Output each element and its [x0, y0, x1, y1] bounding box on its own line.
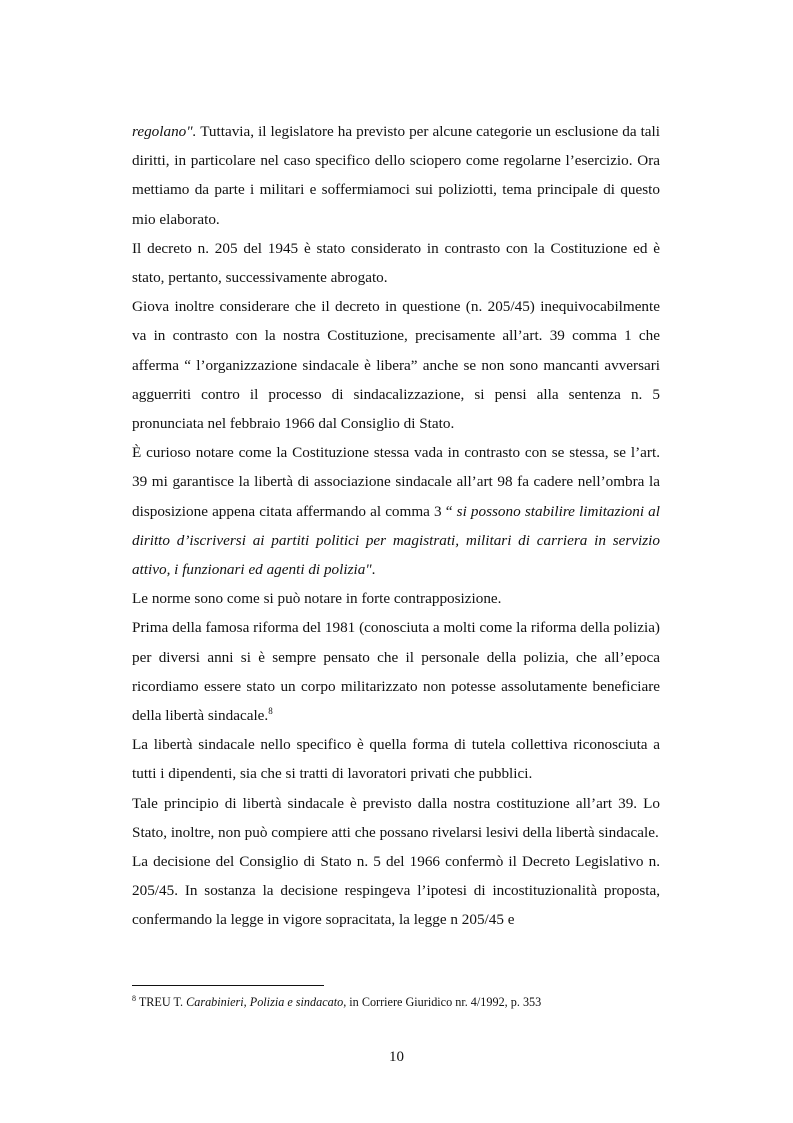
paragraph-2: Il decreto n. 205 del 1945 è stato considerato in contrasto con la Costituzione ed è stato, pertanto, successivamente abrogato.	[132, 239, 660, 287]
paragraph-4-text: È curioso notare come la Costituzione stessa vada in contrasto con se stessa, se l’art. 39 mi garantisce la libertà di associazione sindacale all’art 98 fa cadere nell’ombra la disposizione appena citata affermando al comma 3 “	[132, 444, 660, 520]
paragraph-7: La libertà sindacale nello specifico è quella forma di tutela collettiva riconosciuta a tutti i dipendenti, sia che si tratti di lavoratori privati che pubblici.	[132, 736, 660, 783]
paragraph-4-tail: .	[371, 561, 376, 579]
paragraph-5: Le norme sono come si può notare in forte contrapposizione.	[132, 590, 502, 608]
italic-quote-end: regolano".	[132, 123, 197, 140]
footnote-author: TREU T.	[136, 995, 187, 1009]
footnote-title: Carabinieri, Polizia e sindacato	[186, 995, 344, 1009]
paragraph-1-text: Tuttavia, il legislatore ha previsto per alcune categorie un esclusione da tali diritti, in particolare nel caso specifico dello sciopero come regolarne l’esercizio. Ora mettiamo da parte i militari e soffermiamoci sui poliziotti, tema principale di questo mio elaborato.	[132, 123, 660, 228]
paragraph-6	[132, 613, 660, 730]
paragraph-6-text: Prima della famosa riforma del 1981 (conosciuta a molti come la riforma della polizia) per diversi anni si è sempre pensato che il personale della polizia, che all’epoca ricordiamo essere stato un corpo militarizzato non potesse assolutamente beneficiare della libertà sindacale.	[132, 619, 660, 725]
footnote-source: , in Corriere Giuridico nr. 4/1992, p. 353	[343, 995, 542, 1009]
paragraph-4	[132, 438, 660, 584]
footnote-reference[interactable]: 8	[268, 706, 273, 716]
footnote-number: 8	[132, 993, 136, 1003]
page-number: 10	[389, 1049, 404, 1065]
footnote	[132, 994, 660, 1010]
paragraph-9: La decisione del Consiglio di Stato n. 5 del 1966 confermò il Decreto Legislativo n. 205/45. In sostanza la decisione respingeva l’ipotesi di incostituzionalità proposta, confermando la legge in vigore sopracitata, la legge n 205/45 e	[132, 853, 660, 929]
paragraph-3: Giova inoltre considerare che il decreto in questione (n. 205/45) inequivocabilmente va in contrasto con la nostra Costituzione, precisamente all’art. 39 comma 1 che afferma “ l’organizzazione sindacale è libera” anche se non sono mancanti avversari agguerriti contro il processo di sindacalizzazione, si pensi alla sentenza n. 5 pronunciata nel febbraio 1966 dal Consiglio di Stato.	[132, 298, 660, 433]
paragraph-1	[132, 117, 660, 234]
italic-constitution-quote: si possono stabilire limitazioni al diritto d’iscriversi ai partiti politici per magistrati, militari di carriera in servizio attivo, i funzionari ed agenti di polizia"	[132, 502, 660, 579]
paragraph-8: Tale principio di libertà sindacale è previsto dalla nostra costituzione all’art 39. Lo Stato, inoltre, non può compiere atti che possano rivelarsi lesivi della libertà sindacale.	[132, 794, 660, 841]
body-text	[132, 117, 660, 935]
footnote-separator	[132, 985, 324, 986]
